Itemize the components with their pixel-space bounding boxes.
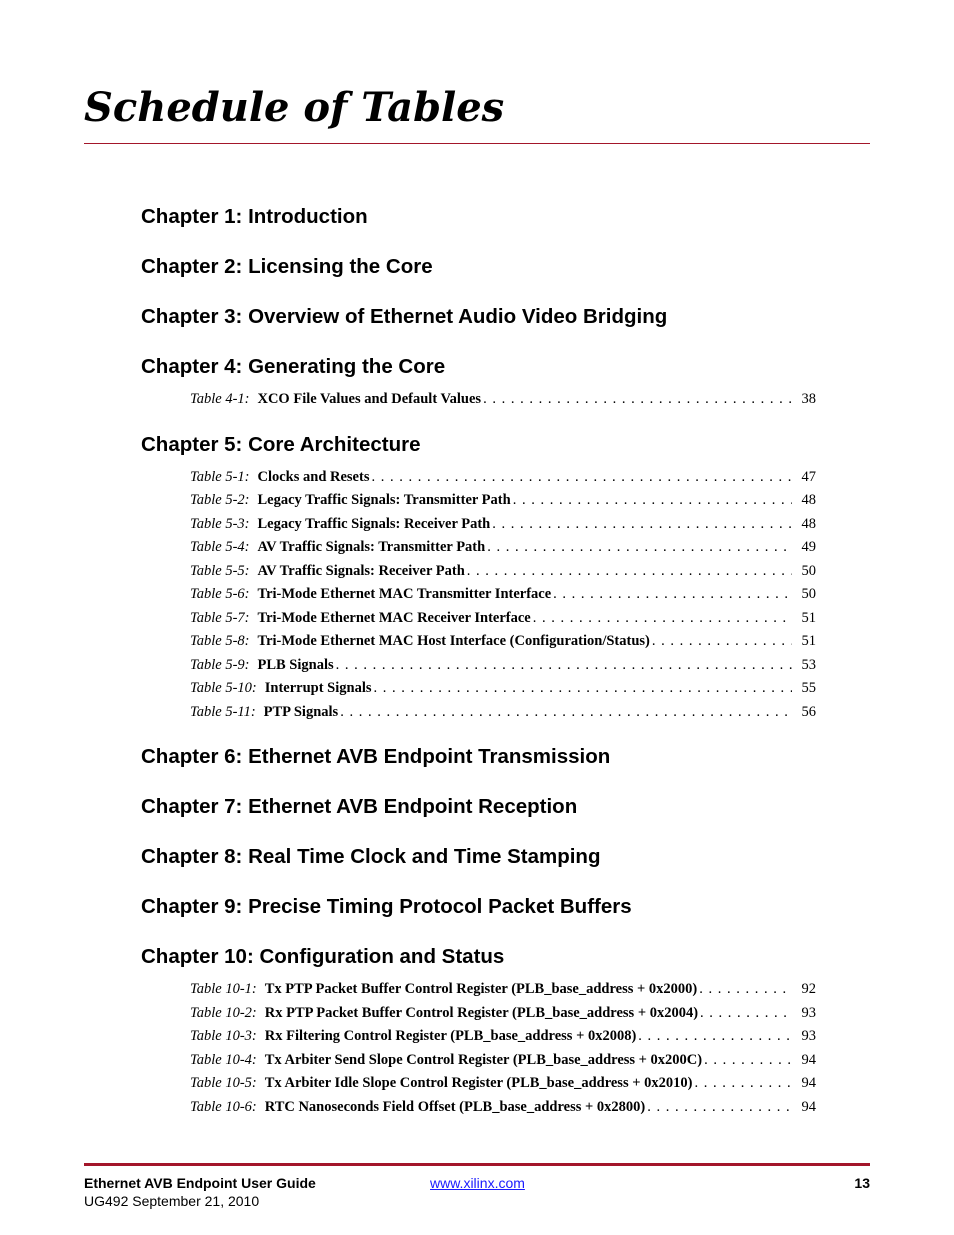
table-entry-title: Tri-Mode Ethernet MAC Receiver Interface — [257, 609, 531, 626]
dot-leader — [371, 466, 792, 490]
table-entry-list — [141, 978, 816, 1119]
table-entry[interactable] — [141, 978, 816, 1002]
table-entry-label: Table 10-1: — [190, 981, 257, 997]
table-entry-label: Table 5-8: — [190, 633, 250, 649]
table-entry[interactable] — [141, 677, 816, 701]
table-entry[interactable] — [141, 1072, 816, 1096]
table-entry-title: RTC Nanoseconds Field Offset (PLB_base_address + 0x2800) — [264, 1098, 646, 1115]
table-entry[interactable] — [141, 560, 816, 584]
table-entry[interactable] — [141, 583, 816, 607]
table-entry[interactable] — [141, 1096, 816, 1120]
table-entry-page: 94 — [801, 1098, 816, 1115]
dot-leader — [553, 583, 792, 607]
footer-website-link[interactable]: www.xilinx.com — [430, 1175, 525, 1191]
table-entry-page: 94 — [801, 1051, 816, 1068]
table-entry-page: 50 — [801, 586, 816, 602]
dot-leader — [652, 630, 792, 654]
table-entry-page: 49 — [801, 539, 816, 555]
table-entry-title: Rx Filtering Control Register (PLB_base_address + 0x2008) — [264, 1028, 637, 1044]
table-entry-page: 51 — [801, 633, 816, 649]
table-entry-page: 47 — [801, 468, 816, 485]
table-entry-page: 48 — [801, 492, 816, 508]
dot-leader — [638, 1025, 792, 1049]
table-entry-title: AV Traffic Signals: Transmitter Path — [257, 539, 486, 555]
chapter-heading[interactable]: Chapter 10: Configuration and Status — [141, 945, 505, 968]
table-entry-label: Table 10-4: — [190, 1051, 257, 1068]
chapter-heading[interactable]: Chapter 2: Licensing the Core — [141, 255, 433, 278]
dot-leader — [694, 1072, 792, 1096]
chapter-heading[interactable]: Chapter 4: Generating the Core — [141, 355, 446, 378]
table-entry[interactable] — [141, 1002, 816, 1026]
dot-leader — [336, 654, 792, 678]
chapter-heading[interactable]: Chapter 9: Precise Timing Protocol Packet Buffers — [141, 895, 632, 918]
dot-leader — [700, 1002, 792, 1026]
chapter-heading[interactable]: Chapter 5: Core Architecture — [141, 432, 421, 456]
table-entry-title: Tx Arbiter Idle Slope Control Register (PLB_base_address + 0x2010) — [264, 1075, 693, 1091]
table-entry-label: Table 5-10: — [190, 680, 257, 696]
table-entry-page: 94 — [801, 1075, 816, 1091]
chapter-heading[interactable]: Chapter 8: Real Time Clock and Time Stamping — [141, 845, 601, 868]
footer-guide-title: Ethernet AVB Endpoint User Guide — [84, 1175, 316, 1191]
table-entry-label: Table 10-2: — [190, 1004, 257, 1021]
table-entry[interactable] — [141, 489, 816, 513]
table-entry-label: Table 5-11: — [190, 703, 256, 720]
table-entry-page: 92 — [801, 981, 816, 997]
table-entry-title: Clocks and Resets — [257, 468, 370, 485]
table-entry-title: AV Traffic Signals: Receiver Path — [257, 562, 465, 579]
table-entry-label: Table 10-5: — [190, 1075, 257, 1091]
table-entry-page: 50 — [801, 562, 816, 579]
dot-leader — [374, 677, 793, 701]
table-entry-label: Table 5-4: — [190, 539, 250, 555]
table-entry-label: Table 5-5: — [190, 562, 250, 579]
table-entry-title: Legacy Traffic Signals: Transmitter Path — [257, 492, 511, 508]
table-entry-list — [141, 466, 816, 725]
table-entry-page: 51 — [801, 609, 816, 626]
table-entry[interactable] — [141, 607, 816, 631]
table-entry[interactable] — [141, 654, 816, 678]
footer-rule — [84, 1163, 870, 1166]
table-entry-title: PLB Signals — [257, 656, 334, 673]
table-entry[interactable] — [141, 513, 816, 537]
table-entry-title: Tri-Mode Ethernet MAC Transmitter Interface — [257, 586, 552, 602]
table-entry-label: Table 5-3: — [190, 515, 250, 532]
footer-doc-id: UG492 September 21, 2010 — [84, 1193, 260, 1209]
table-entry-page: 38 — [801, 391, 816, 407]
dot-leader — [483, 388, 792, 412]
table-entry-label: Table 4-1: — [190, 391, 250, 407]
table-entry-page: 93 — [801, 1028, 816, 1044]
dot-leader — [647, 1096, 792, 1120]
table-entry[interactable] — [141, 388, 816, 412]
table-entry-label: Table 5-2: — [190, 492, 250, 508]
table-entry-label: Table 5-9: — [190, 656, 250, 673]
title-rule — [84, 143, 870, 144]
page-title: Schedule of Tables — [84, 84, 505, 131]
table-entry[interactable] — [141, 1049, 816, 1073]
dot-leader — [467, 560, 792, 584]
table-entry[interactable] — [141, 1025, 816, 1049]
dot-leader — [513, 489, 792, 513]
dot-leader — [487, 536, 792, 560]
table-entry[interactable] — [141, 630, 816, 654]
table-entry-title: Rx PTP Packet Buffer Control Register (PLB_base_address + 0x2004) — [264, 1004, 699, 1021]
table-entry-list — [141, 388, 816, 412]
table-entry-title: Interrupt Signals — [264, 680, 372, 696]
table-entry[interactable] — [141, 536, 816, 560]
table-entry-page: 55 — [801, 680, 816, 696]
table-entry-title: PTP Signals — [263, 703, 339, 720]
table-of-contents — [141, 200, 816, 1135]
footer-page-number: 13 — [854, 1175, 870, 1191]
table-entry-page: 93 — [801, 1004, 816, 1021]
dot-leader — [699, 978, 792, 1002]
dot-leader — [704, 1049, 792, 1073]
chapter-heading[interactable]: Chapter 6: Ethernet AVB Endpoint Transmission — [141, 745, 611, 768]
chapter-heading[interactable]: Chapter 1: Introduction — [141, 205, 368, 228]
table-entry-label: Table 10-6: — [190, 1098, 257, 1115]
table-entry[interactable] — [141, 466, 816, 490]
table-entry-title: Tri-Mode Ethernet MAC Host Interface (Configuration/Status) — [257, 633, 650, 649]
table-entry-page: 53 — [801, 656, 816, 673]
table-entry-title: Tx Arbiter Send Slope Control Register (PLB_base_address + 0x200C) — [264, 1051, 703, 1068]
dot-leader — [533, 607, 792, 631]
table-entry-title: Tx PTP Packet Buffer Control Register (PLB_base_address + 0x2000) — [264, 981, 698, 997]
table-entry-title: XCO File Values and Default Values — [257, 391, 482, 407]
table-entry-label: Table 5-7: — [190, 609, 250, 626]
table-entry-page: 56 — [801, 703, 816, 720]
table-entry-label: Table 10-3: — [190, 1028, 257, 1044]
table-entry[interactable] — [141, 701, 816, 725]
chapter-heading[interactable]: Chapter 3: Overview of Ethernet Audio Video Bridging — [141, 305, 668, 328]
table-entry-label: Table 5-6: — [190, 586, 250, 602]
table-entry-title: Legacy Traffic Signals: Receiver Path — [257, 515, 491, 532]
table-entry-page: 48 — [801, 515, 816, 532]
table-entry-label: Table 5-1: — [190, 468, 250, 485]
chapter-heading[interactable]: Chapter 7: Ethernet AVB Endpoint Reception — [141, 795, 578, 818]
dot-leader — [492, 513, 792, 537]
dot-leader — [340, 701, 792, 725]
